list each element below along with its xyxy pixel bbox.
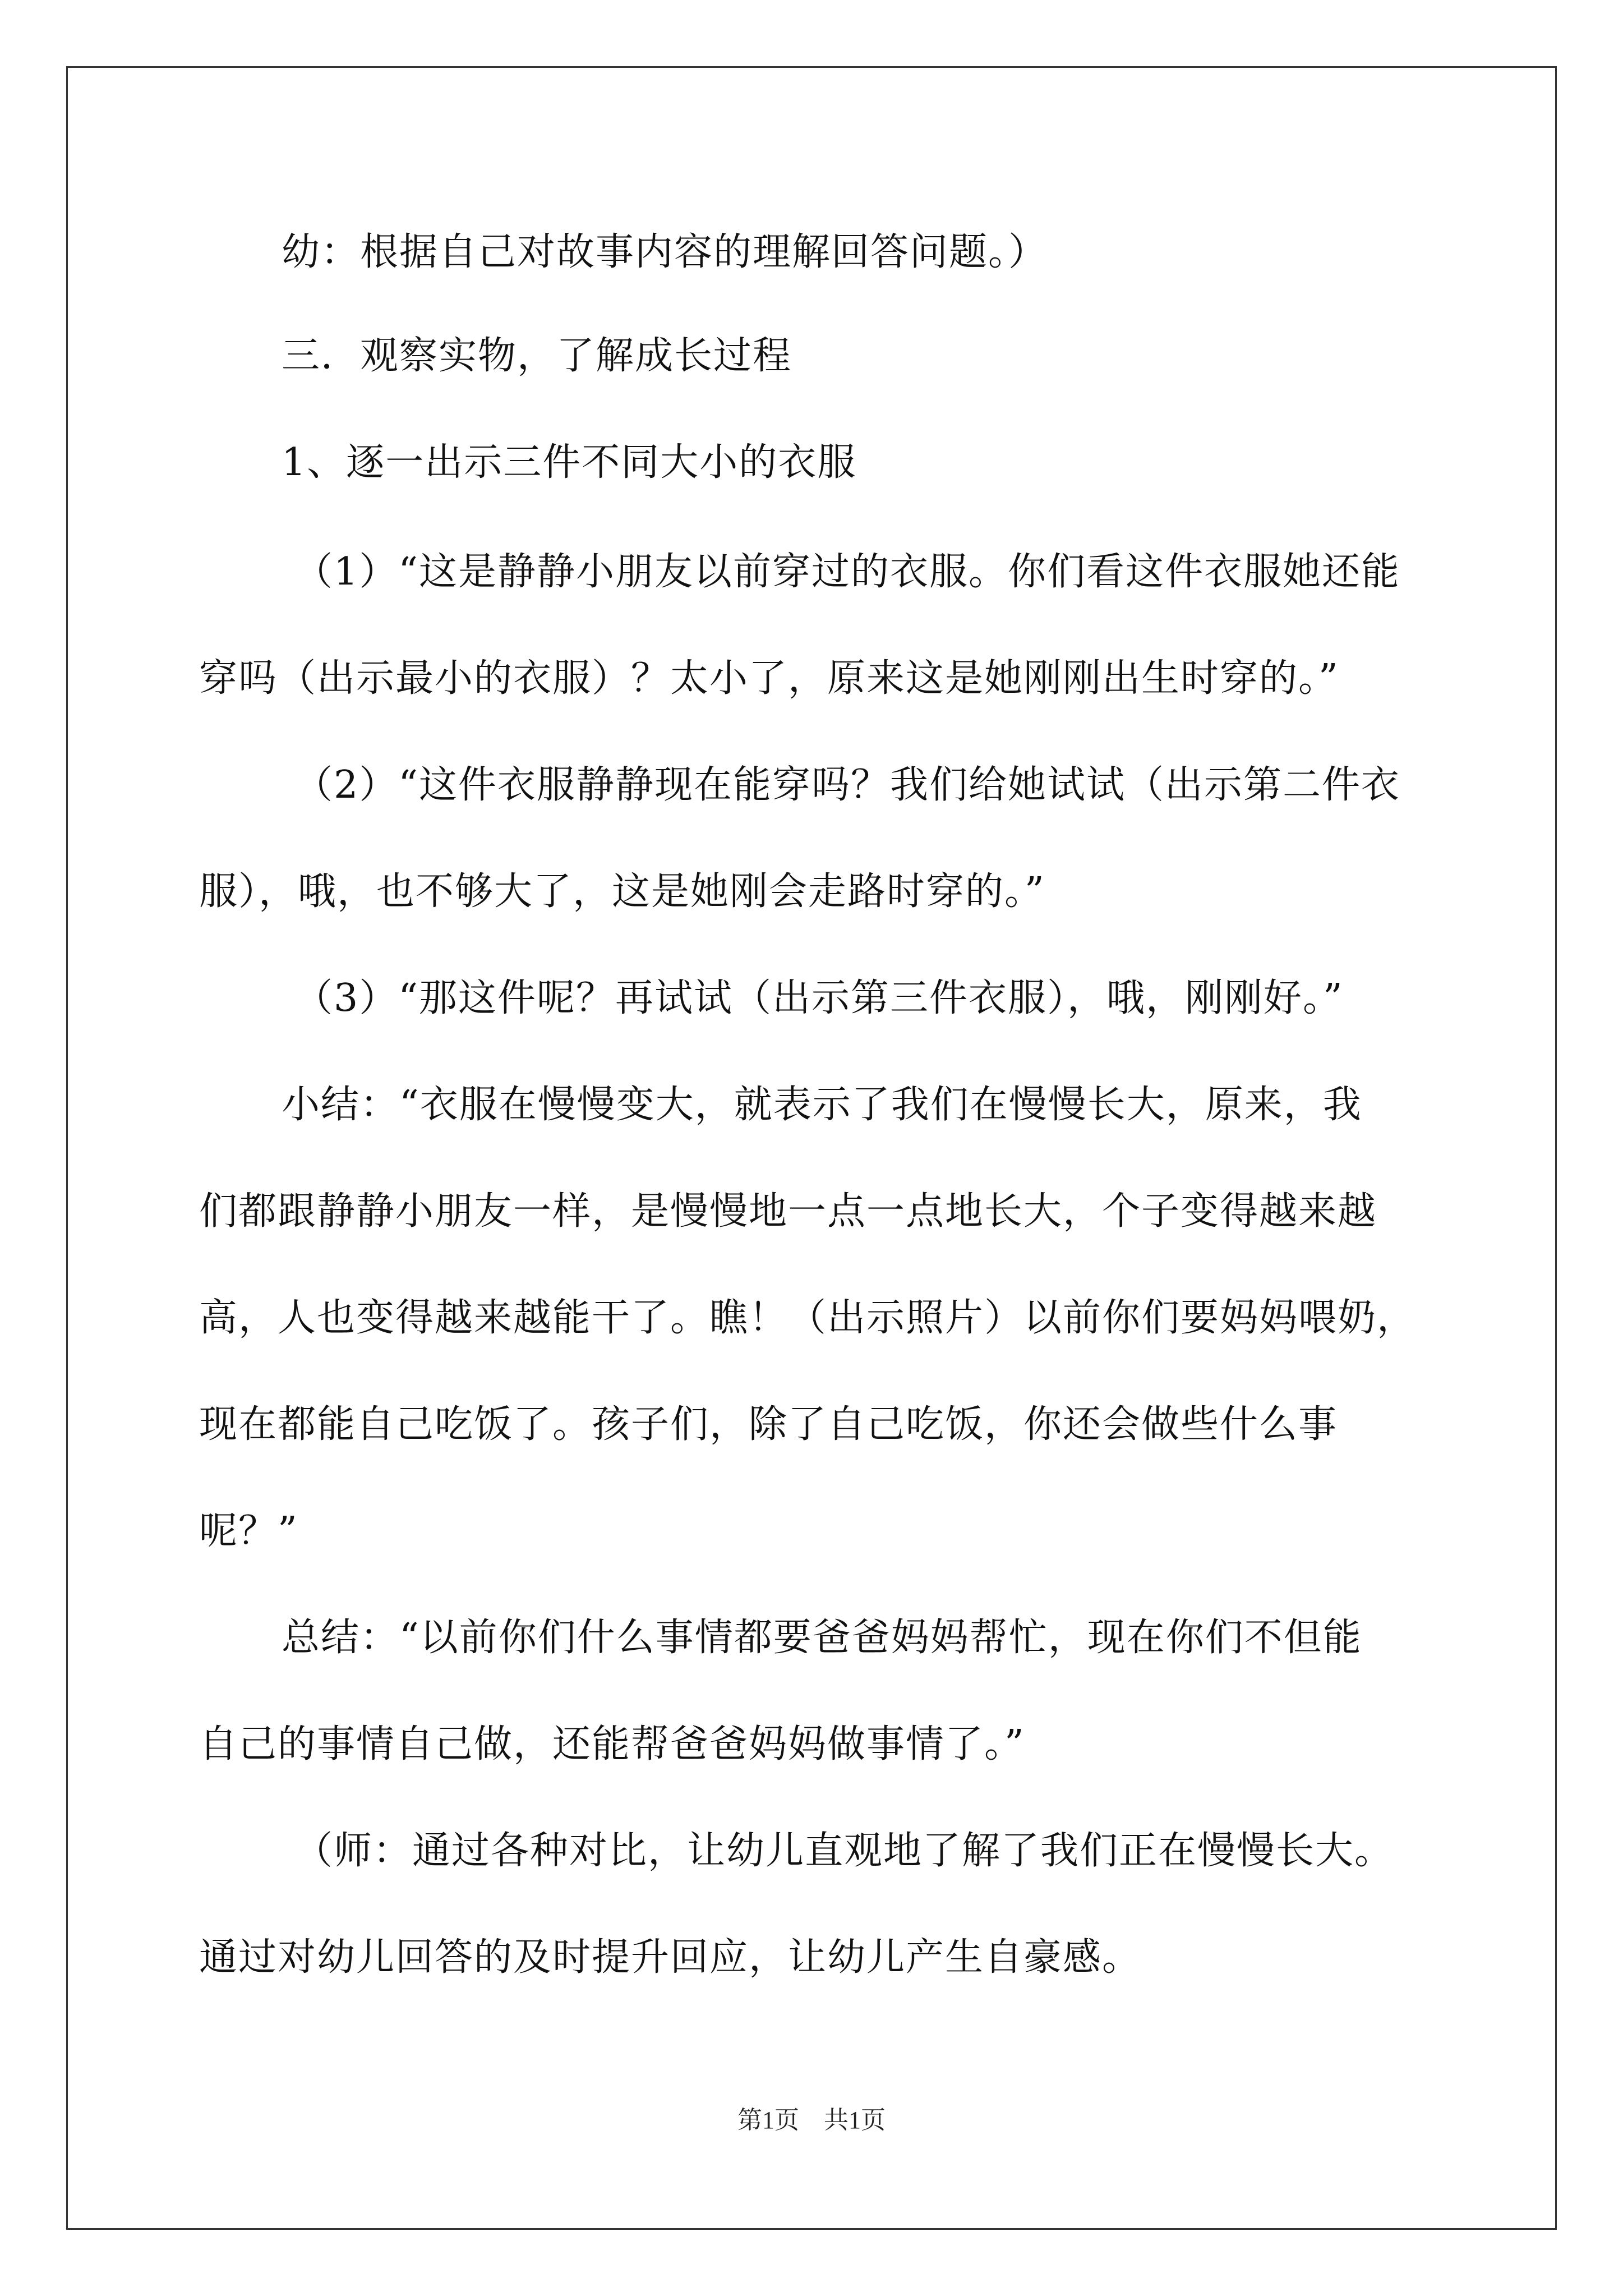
text-line: 幼：根据自己对故事内容的理解回答问题。） (282, 230, 1048, 274)
text-line: 们都跟静静小朋友一样，是慢慢地一点一点地长大，个子变得越来越 (199, 1189, 1377, 1234)
text-line: 呢？” (199, 1509, 298, 1553)
text-line: 高，人也变得越来越能干了。瞧！（出示照片）以前你们要妈妈喂奶， (199, 1296, 1417, 1340)
text-line: 服），哦，也不够大了，这是她刚会走路时穿的。” (199, 869, 1045, 914)
text-line: 总结：“以前你们什么事情都要爸爸妈妈帮忙，现在你们不但能 (282, 1616, 1362, 1660)
page-number-footer: 第1页 共1页 (737, 2106, 886, 2134)
text-line: 自己的事情自己做，还能帮爸爸妈妈做事情了。” (199, 1722, 1025, 1766)
text-line: （3）“那这件呢？再试试（出示第三件衣服），哦，刚刚好。” (294, 976, 1344, 1020)
text-line: 穿吗（出示最小的衣服）？太小了，原来这是她刚刚出生时穿的。” (199, 656, 1339, 701)
text-line: （1）“这是静静小朋友以前穿过的衣服。你们看这件衣服她还能 (294, 550, 1401, 594)
text-line: 现在都能自己吃饭了。孩子们，除了自己吃饭，你还会做些什么事 (199, 1402, 1338, 1447)
list-heading: 1、逐一出示三件不同大小的衣服 (282, 440, 857, 485)
text-line: 通过对幼儿回答的及时提升回应，让幼儿产生自豪感。 (199, 1935, 1142, 1980)
page-border (66, 66, 1557, 2230)
text-line: （师：通过各种对比，让幼儿直观地了解了我们正在慢慢长大。 (294, 1829, 1394, 1873)
text-line: 小结：“衣服在慢慢变大，就表示了我们在慢慢长大，原来，我 (282, 1083, 1362, 1127)
text-line: （2）“这件衣服静静现在能穿吗？我们给她试试（出示第二件衣 (294, 763, 1401, 807)
section-heading: 三．观察实物，了解成长过程 (282, 334, 792, 378)
